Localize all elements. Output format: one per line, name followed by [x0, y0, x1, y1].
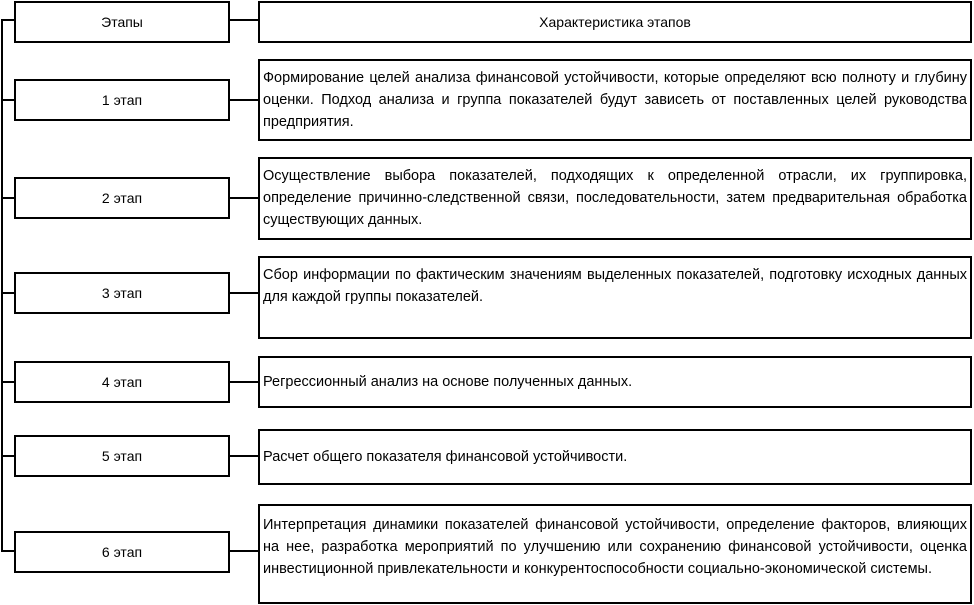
connector-stage-1 — [230, 99, 259, 101]
connector-spine-stage-6 — [1, 550, 15, 552]
stage-2-box — [14, 177, 230, 219]
connector-spine-stage-4 — [1, 381, 15, 383]
connector-spine-stage-5 — [1, 455, 15, 457]
stage-5-box — [14, 435, 230, 477]
characteristics-header-label: Характеристика этапов — [539, 14, 691, 30]
stage-3-box — [14, 272, 230, 314]
stage-4-box — [14, 361, 230, 403]
stage-6-label: 6 этап — [101, 544, 143, 560]
stage-2-description-text: Осуществление выбора показателей, подходящих к определенной отрасли, их группировка, определение причинно-следственной связи, последовательности, затем предварительная обработка существующих данных. — [263, 168, 967, 228]
stage-5-description-text: Расчет общего показателя финансовой устойчивости. — [263, 449, 628, 465]
stages-header-label: Этапы — [101, 14, 143, 30]
stage-6-box — [14, 531, 230, 573]
connector-stage-2 — [230, 197, 259, 199]
stage-1-box — [14, 79, 230, 121]
stage-2-description — [258, 157, 972, 240]
connector-spine-stage-3 — [1, 292, 15, 294]
stage-5-description — [258, 429, 972, 485]
stages-header — [14, 1, 230, 43]
connector-header — [230, 19, 259, 21]
connector-stage-5 — [230, 455, 259, 457]
stage-1-label: 1 этап — [101, 92, 143, 108]
connector-stage-3 — [230, 292, 259, 294]
stage-3-description-text: Сбор информации по фактическим значениям выделенных показателей, подготовку исходных данных для каждой группы показателей. — [263, 267, 967, 305]
stage-1-description-text: Формирование целей анализа финансовой устойчивости, которые определяют всю полноту и глубину оценки. Подход анализа и группа показателей будут зависеть от поставленных целей руководства предприятия. — [263, 70, 967, 130]
connector-stage-6 — [230, 550, 259, 552]
stage-2-label: 2 этап — [101, 190, 143, 206]
connector-spine-header — [1, 19, 15, 21]
connector-stage-4 — [230, 381, 259, 383]
stage-3-label: 3 этап — [101, 285, 143, 301]
connector-spine-stage-1 — [1, 99, 15, 101]
stage-4-description-text: Регрессионный анализ на основе полученных данных. — [263, 374, 633, 390]
stage-3-description — [258, 256, 972, 339]
stage-1-description — [258, 59, 972, 141]
stage-6-description-text: Интерпретация динамики показателей финансовой устойчивости, определение факторов, влияющих на нее, разработка мероприятий по улучшению или сохранению финансовой устойчивости, оценка инвестиционной привлекательности и конкурентоспособности социально-экономической системы. — [263, 517, 967, 577]
stage-4-description — [258, 356, 972, 408]
stage-6-description — [258, 504, 972, 604]
connector-spine-stage-2 — [1, 197, 15, 199]
characteristics-header — [258, 1, 972, 43]
stage-5-label: 5 этап — [101, 448, 143, 464]
stage-4-label: 4 этап — [101, 374, 143, 390]
